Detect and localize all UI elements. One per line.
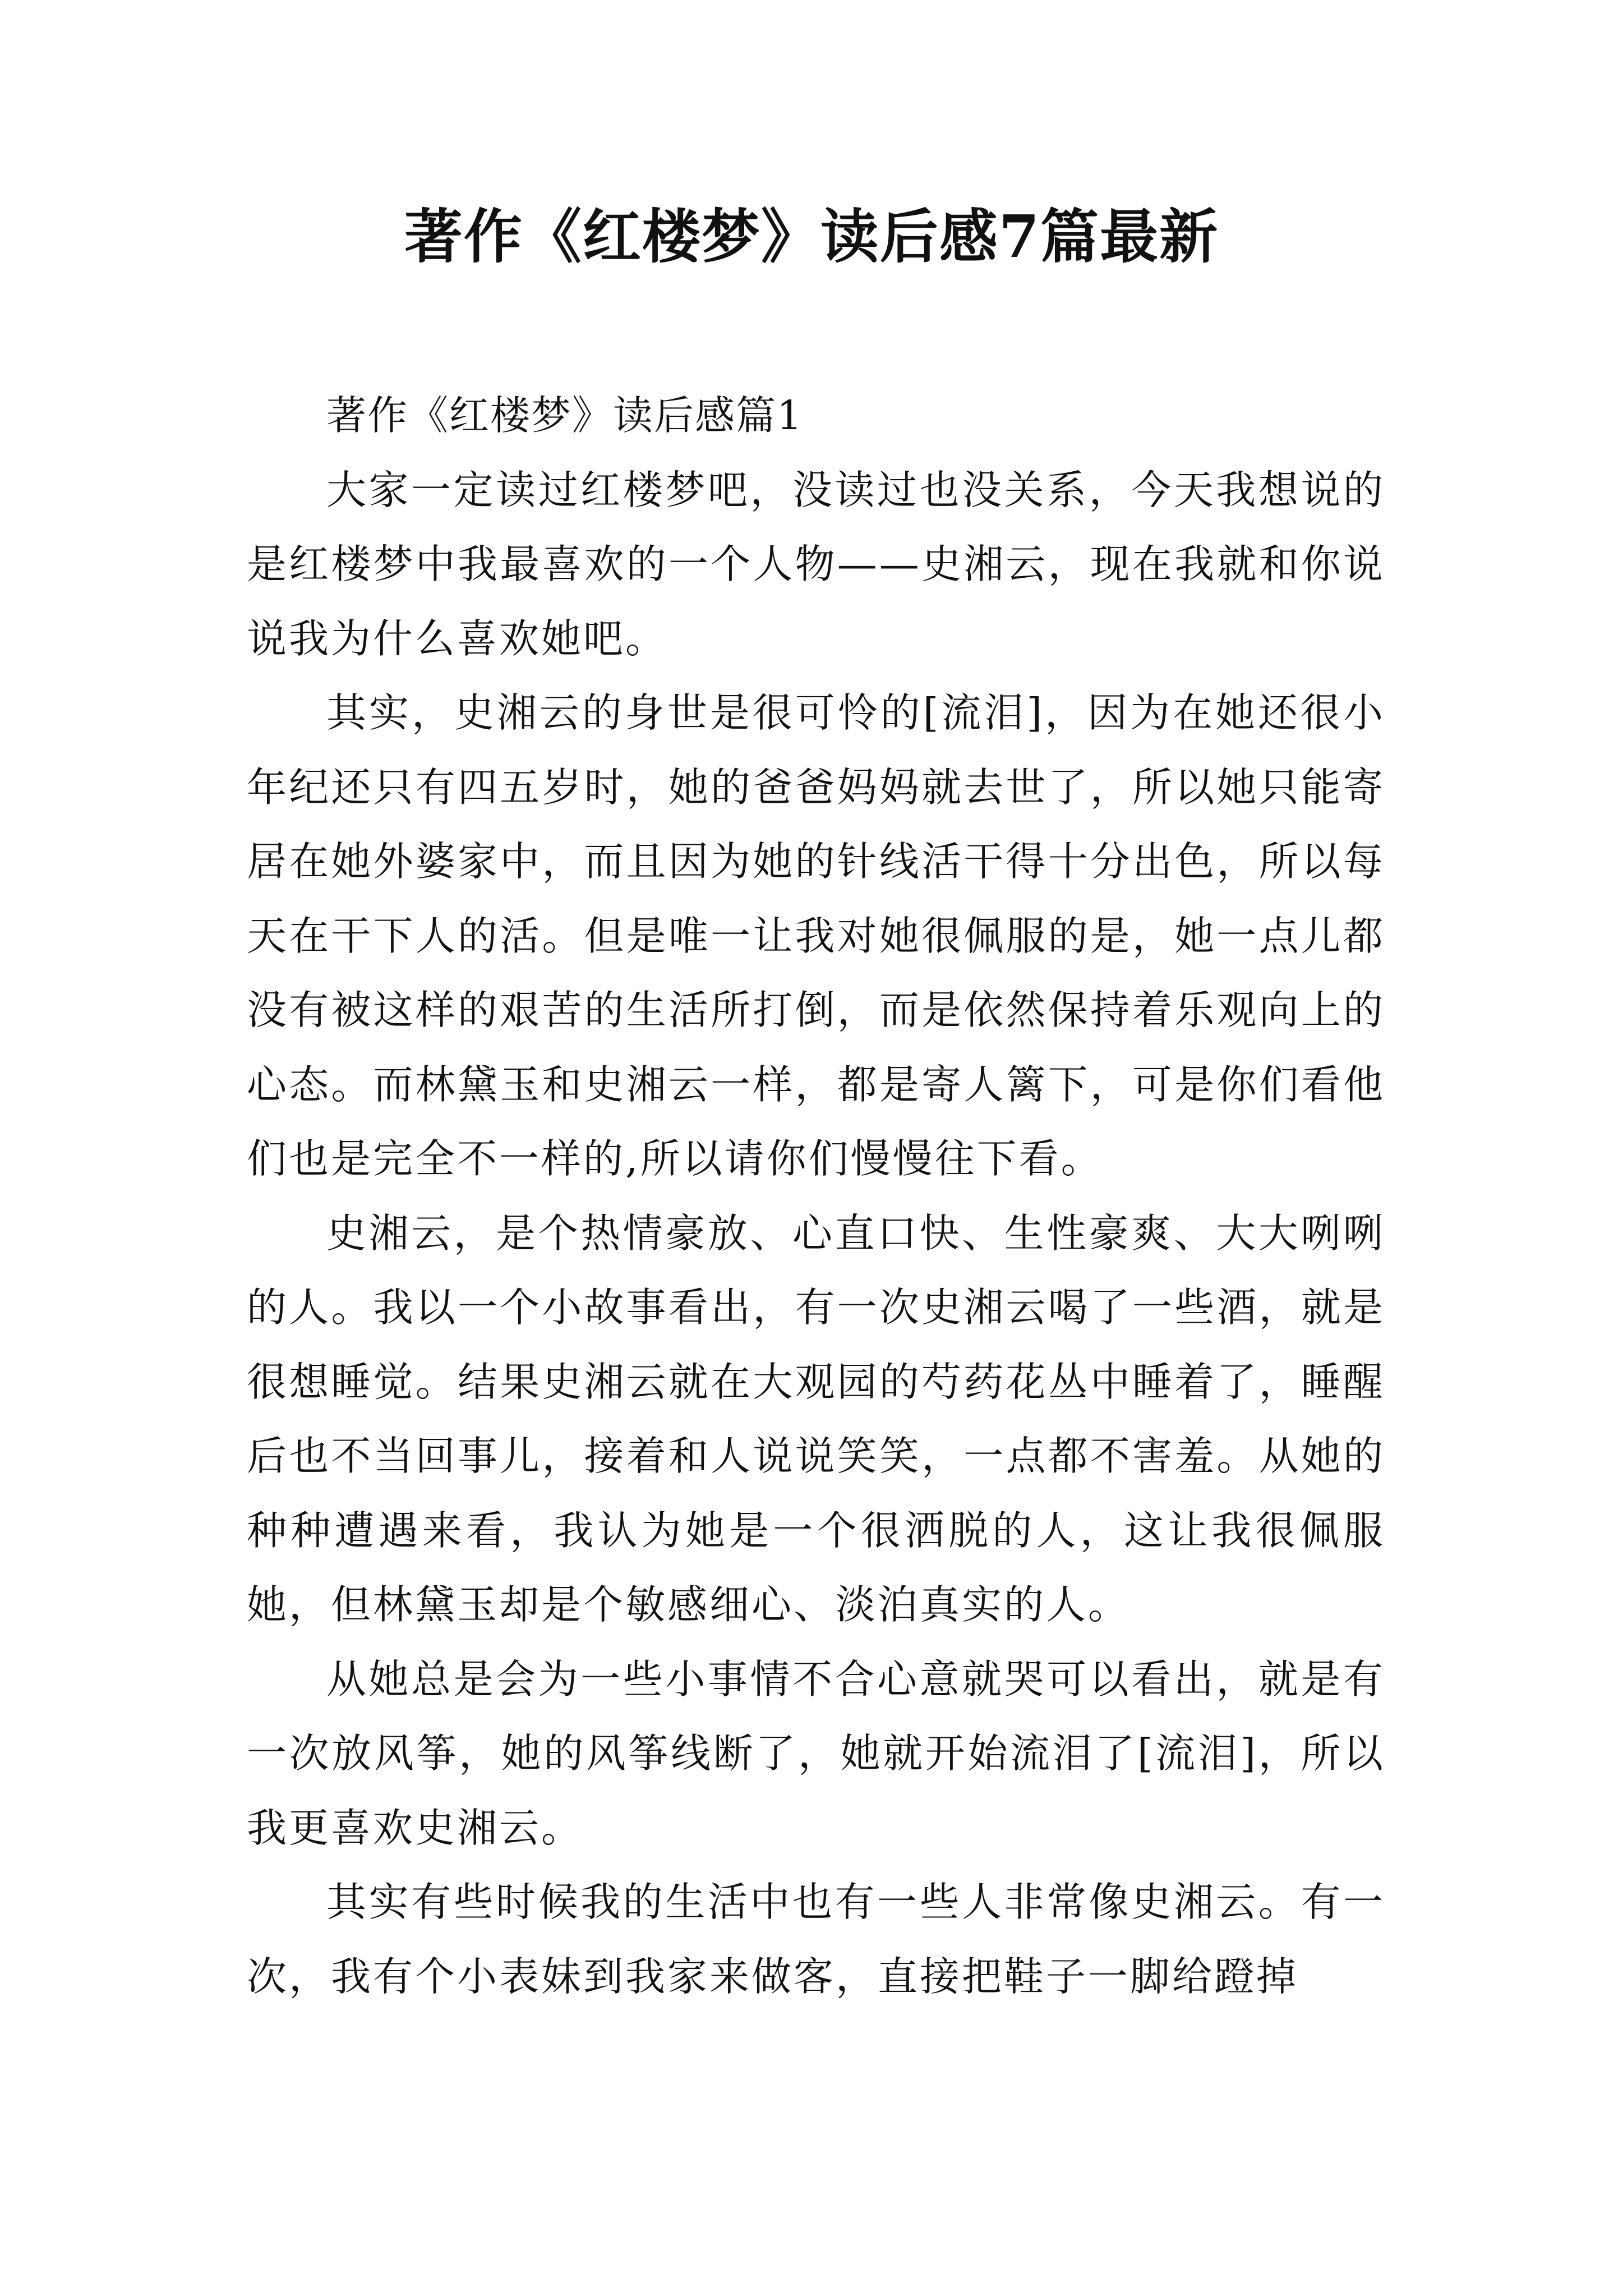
paragraph-5: 其实有些时候我的生活中也有一些人非常像史湘云。有一次，我有个小表妹到我家来做客，直接把鞋子一脚给蹬掉 bbox=[247, 1879, 1385, 2000]
section-heading: 著作《红楼梦》读后感篇1 bbox=[326, 392, 804, 439]
paragraph-2: 其实，史湘云的身世是很可怜的[流泪]，因为在她还很小年纪还只有四五岁时，她的爸爸妈妈就去世了，所以她只能寄居在她外婆家中，而且因为她的针线活干得十分出色，所以每天在干下人的活。但是唯一让我对她很佩服的是，她一点儿都没有被这样的艰苦的生活所打倒，而是依然保持着乐观向上的心态。而林黛玉和史湘云一样，都是寄人篱下，可是你们看他们也是完全不一样的,所以请你们慢慢往下看。 bbox=[247, 689, 1385, 1182]
paragraph-3: 史湘云，是个热情豪放、心直口快、生性豪爽、大大咧咧的人。我以一个小故事看出，有一次史湘云喝了一些酒，就是很想睡觉。结果史湘云就在大观园的芍药花丛中睡着了，睡醒后也不当回事儿，接着和人说说笑笑，一点都不害羞。从她的种种遭遇来看，我认为她是一个很洒脱的人，这让我很佩服她，但林黛玉却是个敏感细心、淡泊真实的人。 bbox=[247, 1209, 1385, 1628]
document-body bbox=[247, 379, 1385, 2014]
paragraph-4: 从她总是会为一些小事情不合心意就哭可以看出，就是有一次放风筝，她的风筝线断了，她就开始流泪了[流泪]，所以我更喜欢史湘云。 bbox=[247, 1655, 1385, 1851]
document-title: 著作《红楼梦》读后感7篇最新 bbox=[404, 202, 1219, 271]
paragraph-1: 大家一定读过红楼梦吧，没读过也没关系，今天我想说的是红楼梦中我最喜欢的一个人物——史湘云，现在我就和你说说我为什么喜欢她吧。 bbox=[247, 466, 1385, 662]
